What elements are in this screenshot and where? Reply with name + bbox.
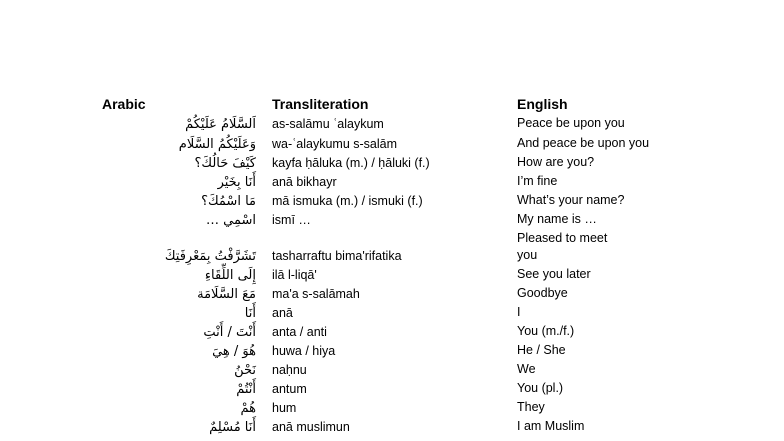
table-row [0,361,784,380]
english-cell: Pleased to meet you [517,231,608,262]
english-cell: What’s your name? [517,193,625,207]
transliteration-cell: anta / anti [272,325,327,339]
transliteration-cell: naḥnu [272,363,307,377]
arabic-cell: مَا اسْمُكَ؟ [201,194,256,209]
column-header-transliteration: Transliteration [272,96,369,112]
arabic-cell: هُمْ [240,401,256,416]
table-row [0,154,784,173]
table-row [0,192,784,211]
table-row [0,304,784,323]
english-cell: You (pl.) [517,381,564,395]
transliteration-cell: ilā l-liqā' [272,268,317,282]
arabic-cell: أَنْتُمْ [236,382,256,397]
english-cell: My name is … [517,212,597,226]
english-cell: We [517,362,536,376]
english-cell: And peace be upon you [517,136,650,150]
transliteration-cell: anā [272,306,293,320]
table-row [0,135,784,154]
table-row [0,285,784,304]
english-cell: He / She [517,343,566,357]
table-row [0,266,784,285]
transliteration-cell: hum [272,401,297,415]
transliteration-cell: wa-ʿalaykumu s-salām [272,137,398,151]
english-cell: Peace be upon you [517,116,625,130]
english-cell: Goodbye [517,286,568,300]
transliteration-cell: tasharraftu bima'rifatika [272,249,402,263]
table-row [0,380,784,399]
table-row [0,173,784,192]
transliteration-cell: ismī … [272,213,311,227]
english-cell: They [517,400,545,414]
arabic-cell: تَشَرَّفْتُ بِمَعْرِفَتِكَ [164,249,256,264]
arabic-cell: هُوَ / هِيَ [212,344,256,359]
table-row [0,418,784,437]
transliteration-cell: huwa / hiya [272,344,336,358]
transliteration-cell: anā muslimun [272,420,350,434]
transliteration-cell: antum [272,382,307,396]
english-cell: I am Muslim [517,419,585,433]
arabic-cell: كَيْفَ حَالُكَ؟ [194,156,256,171]
transliteration-cell: mā ismuka (m.) / ismuki (f.) [272,194,423,208]
arabic-cell: وَعَلَيْكُمُ السَّلَام [178,137,256,152]
arabic-cell: أَنَا [244,306,256,321]
english-cell: How are you? [517,155,595,169]
table-row [0,230,784,266]
arabic-cell: مَعَ السَّلَامَة [197,287,256,302]
arabic-cell: أَنْتَ / أَنْتِ [203,325,256,340]
table-row [0,399,784,418]
transliteration-cell: as-salāmu ʿalaykum [272,117,384,131]
arabic-cell: اَلسَّلَامُ عَلَيْكُمْ [185,117,256,132]
arabic-cell: نَحْنُ [234,363,256,378]
transliteration-cell: kayfa ḥāluka (m.) / ḥāluki (f.) [272,156,430,170]
column-header-arabic: Arabic [102,96,146,112]
english-cell: See you later [517,267,591,281]
table-row [0,323,784,342]
arabic-cell: اسْمِي … [206,213,256,228]
english-cell: I [517,305,521,319]
english-cell: I’m fine [517,174,558,188]
column-header-english: English [517,96,568,112]
table-row [0,211,784,230]
arabic-cell: أَنَا مُسْلِمٌ [209,420,256,435]
arabic-cell: أَنَا بِخَيْر [217,175,256,190]
english-cell: You (m./f.) [517,324,575,338]
transliteration-cell: anā bikhayr [272,175,337,189]
arabic-cell: إِلَى اللِّقَاءِ [204,268,256,283]
table-row [0,342,784,361]
table-row [0,115,784,134]
transliteration-cell: ma'a s-salāmah [272,287,360,301]
